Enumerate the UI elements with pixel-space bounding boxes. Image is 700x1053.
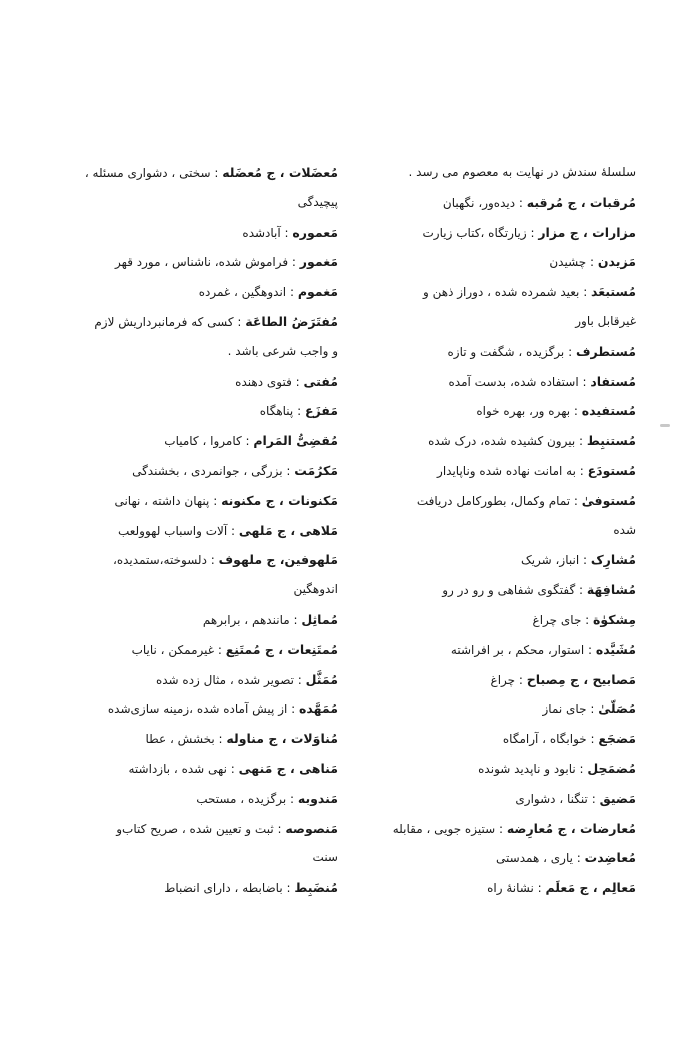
glossary-entry	[48, 605, 338, 635]
entry-definition: : از پیش آماده شده ،زمینه سازی‌شده	[107, 702, 300, 717]
glossary-entry	[48, 396, 338, 426]
entry-definition: : تصویر شده ، مثال زده شده	[155, 672, 306, 687]
entry-term: مُشارِک	[590, 552, 636, 568]
glossary-entry	[48, 665, 338, 695]
entry-continuation: و واجب شرعی باشد .	[227, 343, 338, 358]
entry-term: مُنضَبِط	[294, 880, 338, 896]
entry-term: مُمَهَّده	[299, 701, 338, 717]
entry-definition: : مانندهم ، برابرهم	[202, 612, 302, 627]
glossary-entry	[48, 158, 338, 188]
entry-term: مُعاضِدت	[584, 850, 636, 866]
entry-term: مزارات ، ج مزار	[538, 224, 636, 240]
glossary-entry	[354, 843, 636, 873]
entry-definition: : تمام وکمال، بطورکامل دریافت	[416, 493, 582, 508]
glossary-entry	[354, 486, 636, 516]
entry-definition: : کسی که فرمانبرداریش لازم	[94, 314, 246, 329]
glossary-entry	[354, 814, 636, 844]
glossary-entry	[48, 456, 338, 486]
glossary-entry	[354, 635, 636, 665]
entry-term: مَلاهی ، ج مَلهی	[238, 522, 338, 538]
entry-definition: : فتوی دهنده	[235, 374, 304, 389]
entry-definition: : استفاده شده، بدست آمده	[448, 374, 591, 389]
entry-term: مُستنبِط	[586, 433, 636, 449]
entry-continuation: غیرقابل باور	[575, 313, 636, 328]
entry-continuation: پیچیدگی	[297, 194, 338, 209]
entry-definition: : پنهان داشته ، نهانی	[114, 493, 222, 508]
entry-term: مَغموم	[297, 284, 338, 300]
entry-definition: : چشیدن	[549, 255, 598, 270]
entry-term: مُشَیَّده	[595, 641, 636, 657]
entry-term: مُرقبات ، ج مُرقبه	[526, 194, 636, 210]
entry-definition: : بزرگی ، جوانمردی ، بخشندگی	[132, 463, 295, 478]
entry-definition: : ستیزه جویی ، مقابله	[392, 821, 507, 836]
entry-definition: : خوابگاه ، آرامگاه	[502, 732, 599, 747]
glossary-entry	[48, 516, 338, 546]
entry-definition: : برگزیده ، مستحب	[196, 791, 298, 806]
glossary-entry	[354, 247, 636, 277]
entry-definition: : کامروا ، کامیاب	[164, 434, 254, 449]
glossary-entry	[48, 784, 338, 814]
glossary-entry	[354, 575, 636, 605]
entry-definition: : غیرممکن ، نایاب	[131, 642, 226, 657]
entry-term: مَعموره	[292, 224, 338, 240]
glossary-entry	[354, 873, 636, 903]
entry-term: مَندوبه	[297, 790, 338, 806]
entry-definition: : جای چراغ	[532, 612, 594, 627]
entry-term: مَناهی ، ج مَنهی	[238, 760, 338, 776]
glossary-entry	[354, 367, 636, 397]
glossary-entry	[354, 337, 636, 367]
entry-definition: : بیرون کشیده شده، درک شده	[428, 434, 587, 449]
glossary-entry	[354, 277, 636, 307]
glossary-entry	[48, 754, 338, 784]
entry-definition: : استوار، محکم ، بر افراشته	[450, 642, 596, 657]
glossary-entry	[354, 218, 636, 248]
entry-term: مَضجَع	[598, 731, 636, 747]
entry-definition: : انباز، شریک	[520, 553, 591, 568]
entry-term: مَغمور	[299, 254, 338, 270]
entry-definition: : سختی ، دشواری مسئله ،	[84, 166, 223, 180]
glossary-entry	[48, 486, 338, 516]
glossary-entry	[48, 575, 338, 605]
glossary-entry	[48, 814, 338, 844]
glossary-entry	[48, 337, 338, 367]
entry-term: مَضیق	[599, 790, 636, 806]
entry-term: مُستوفیٰ	[581, 492, 636, 508]
glossary-entry	[48, 843, 338, 873]
glossary-entry	[48, 307, 338, 337]
glossary-entry	[354, 426, 636, 456]
glossary-entry	[354, 188, 636, 218]
glossary-entry	[354, 724, 636, 754]
entry-continuation: اندوهگین	[293, 582, 338, 597]
entry-term: مَصابیح ، ج مِصباح	[526, 671, 636, 687]
left-column	[48, 158, 338, 903]
entry-term: مُضمَحِل	[587, 760, 636, 776]
entry-term: مُناوَلات ، ج مناوله	[226, 731, 338, 747]
glossary-entry	[354, 456, 636, 486]
entry-definition: : گفتگوی شفاهی و رو در رو	[442, 583, 587, 598]
glossary-entry	[48, 277, 338, 307]
entry-term: مُفتَرَضُ الطاعَة	[245, 313, 338, 329]
glossary-entry	[354, 754, 636, 784]
glossary-entry	[354, 307, 636, 337]
entry-definition: : بعید شمرده شده ، دوراز ذهن و	[423, 285, 592, 300]
entry-definition: : نهی شده ، بازداشته	[128, 761, 239, 776]
entry-definition: : جای نماز	[542, 702, 599, 717]
glossary-entry	[48, 635, 338, 665]
entry-definition: : آلات واسباب لهوولعب	[117, 523, 239, 538]
entry-continuation: سلسلهٔ سندش در نهایت به معصوم می رسد .	[408, 165, 636, 179]
glossary-entry	[48, 724, 338, 754]
entry-definition: : زیارتگاه ،کتاب زیارت	[422, 225, 539, 240]
entry-definition: : فراموش شده، ناشناس ، مورد قهر	[115, 255, 300, 270]
glossary-entry	[354, 665, 636, 695]
entry-definition: : نشانهٔ راه	[487, 881, 546, 896]
entry-definition: : اندوهگین ، غمرده	[198, 285, 298, 300]
entry-continuation: شده	[613, 522, 636, 537]
glossary-entry	[48, 247, 338, 277]
entry-definition: : بخشش ، عطا	[145, 732, 227, 747]
entry-definition: : نابود و ناپدید شونده	[478, 761, 588, 776]
entry-definition: : چراغ	[490, 672, 527, 687]
glossary-entry	[48, 873, 338, 903]
glossary-entry	[48, 218, 338, 248]
entry-term: مُعارضات ، ج مُعارِضه	[506, 820, 636, 836]
entry-term: مُشافِهَة	[586, 582, 636, 598]
glossary-entry	[48, 188, 338, 218]
entry-definition: : آبادشده	[242, 225, 293, 240]
entry-term: مَفزَع	[304, 403, 338, 419]
entry-term: مُستفیده	[581, 403, 636, 419]
entry-term: مَنصوصه	[285, 820, 338, 836]
glossary-entry	[354, 605, 636, 635]
glossary-entry	[354, 516, 636, 546]
entry-definition: : بهره ور، بهره خواه	[476, 404, 582, 419]
entry-term: مُستبعَد	[591, 284, 636, 300]
entry-term: مُماثِل	[301, 611, 338, 627]
glossary-entry	[354, 158, 636, 188]
entry-definition: : پناهگاه	[259, 404, 305, 419]
entry-term: مُقضِیُّ المَرام	[253, 433, 338, 449]
entry-term: مُمَثَّل	[305, 671, 338, 687]
entry-definition: : به امانت نهاده شده وناپایدار	[437, 463, 588, 478]
entry-definition: : برگزیده ، شگفت و تازه	[447, 344, 576, 359]
entry-definition: : دیده‌ور، نگهبان	[442, 195, 527, 210]
entry-term: مُصَلّیٰ	[598, 701, 636, 717]
entry-term: مَزیدن	[597, 254, 636, 270]
glossary-entry	[48, 426, 338, 456]
glossary-entry	[48, 367, 338, 397]
entry-definition: : یاری ، همدستی	[496, 851, 585, 866]
entry-term: مُستطرف	[575, 343, 636, 359]
entry-term: مَکنونات ، ج مکنونه	[221, 492, 338, 508]
entry-term: مُستودَع	[587, 462, 636, 478]
entry-definition: : تنگنا ، دشواری	[515, 791, 600, 806]
entry-term: مُستفاد	[590, 373, 636, 389]
margin-mark	[660, 424, 670, 427]
entry-term: مِشکوٰة	[593, 611, 636, 627]
entry-definition: : باضابطه ، دارای انضباط	[164, 881, 295, 896]
entry-continuation: سنت	[312, 850, 338, 865]
entry-term: مُفتی	[303, 373, 338, 389]
glossary-entry	[354, 784, 636, 814]
glossary-entry	[354, 694, 636, 724]
glossary-entry	[354, 396, 636, 426]
entry-term: مَعالِم ، ج مَعلَم	[545, 880, 636, 896]
glossary-entry	[48, 545, 338, 575]
entry-definition: : دلسوخته،ستمدیده،	[112, 553, 219, 568]
entry-term: مُعضَلات ، ج مُعضَله	[222, 165, 338, 180]
glossary-entry	[48, 694, 338, 724]
glossary-entry	[354, 545, 636, 575]
entry-term: مَکرُمَت	[294, 462, 338, 478]
right-column	[354, 158, 636, 903]
entry-definition: : ثبت و تعیین شده ، صریح کتاب‌و	[116, 821, 286, 836]
entry-term: مُمتَنِعات ، ج مُمتَنِع	[225, 641, 338, 657]
entry-term: مَلهوفین، ج ملهوف	[218, 552, 338, 568]
